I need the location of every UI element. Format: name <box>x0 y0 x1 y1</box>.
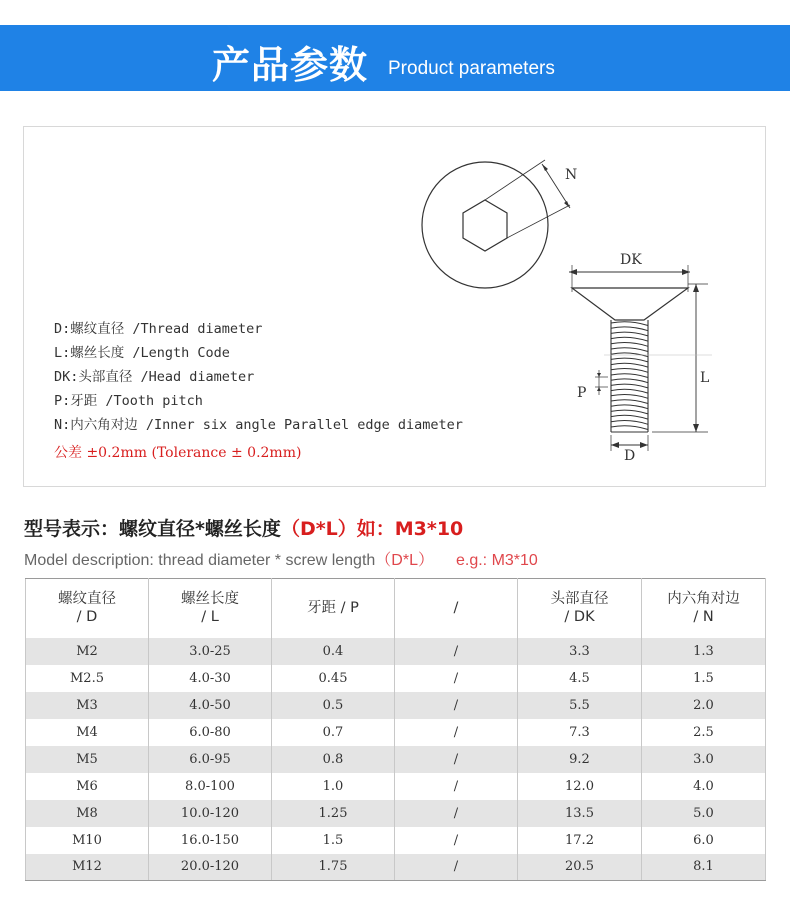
table-cell: 6.0-95 <box>149 746 272 773</box>
table-cell: 1.0 <box>272 773 395 800</box>
table-cell: 6.0 <box>642 827 766 854</box>
table-row <box>26 854 766 881</box>
legend-item-d: D:螺纹直径 /Thread diameter <box>54 321 263 337</box>
table-cell: 20.5 <box>518 854 642 881</box>
header-blank: / <box>395 579 518 638</box>
legend-item-l: L:螺丝长度 /Length Code <box>54 345 230 361</box>
table-cell: 2.0 <box>642 692 766 719</box>
table-cell: M5 <box>26 746 149 773</box>
table-row <box>26 719 766 746</box>
table-cell: M2.5 <box>26 665 149 692</box>
table-cell: 12.0 <box>518 773 642 800</box>
banner-title-cn: 产品参数 <box>212 43 369 87</box>
model-description-cn <box>24 514 463 541</box>
table-cell: 5.0 <box>642 800 766 827</box>
table-cell: 16.0-150 <box>149 827 272 854</box>
table-cell: M10 <box>26 827 149 854</box>
table-cell: 0.4 <box>272 638 395 665</box>
table-cell: 3.0-25 <box>149 638 272 665</box>
label-d: D <box>624 448 636 464</box>
table-cell: / <box>395 854 518 881</box>
tolerance-note: 公差 ±0.2mm (Tolerance ± 0.2mm) <box>54 445 302 461</box>
label-dk: DK <box>620 252 642 268</box>
table-cell: M12 <box>26 854 149 881</box>
model-en-example: e.g.: M3*10 <box>455 552 538 569</box>
table-cell: 3.0 <box>642 746 766 773</box>
table-cell: / <box>395 638 518 665</box>
table-cell: M8 <box>26 800 149 827</box>
label-p: P <box>577 385 587 401</box>
table-cell: 4.0 <box>642 773 766 800</box>
table-cell: 13.5 <box>518 800 642 827</box>
table-cell: 1.3 <box>642 638 766 665</box>
spec-table <box>25 578 766 881</box>
header-screw-length: 螺丝长度 / L <box>149 579 272 638</box>
table-cell: 8.1 <box>642 854 766 881</box>
table-cell: / <box>395 746 518 773</box>
head-top-view-circle <box>422 162 548 288</box>
table-cell: / <box>395 665 518 692</box>
table-row <box>26 800 766 827</box>
table-row <box>26 638 766 665</box>
banner-title-en: Product parameters <box>388 58 555 79</box>
legend-item-n: N:内六角对边 /Inner six angle Parallel edge diameter <box>54 417 463 433</box>
table-cell: / <box>395 800 518 827</box>
table-cell: 9.2 <box>518 746 642 773</box>
table-cell: M2 <box>26 638 149 665</box>
header-hex-flats: 内六角对边 / N <box>642 579 766 638</box>
table-cell: 1.5 <box>642 665 766 692</box>
table-cell: / <box>395 692 518 719</box>
model-cn-prefix: 型号表示：螺纹直径*螺丝长度 <box>24 518 281 540</box>
table-cell: 4.0-30 <box>149 665 272 692</box>
table-cell: 20.0-120 <box>149 854 272 881</box>
table-cell: M3 <box>26 692 149 719</box>
legend-item-dk: DK:头部直径 /Head diameter <box>54 369 255 385</box>
label-n: N <box>565 167 578 183</box>
header-banner <box>0 25 790 91</box>
table-row <box>26 773 766 800</box>
table-row <box>26 665 766 692</box>
model-description-en <box>24 547 538 570</box>
table-cell: M6 <box>26 773 149 800</box>
table-row <box>26 692 766 719</box>
model-cn-formula: （D*L）如：M3*10 <box>280 518 464 540</box>
table-cell: 0.8 <box>272 746 395 773</box>
table-cell: 6.0-80 <box>149 719 272 746</box>
table-cell: 10.0-120 <box>149 800 272 827</box>
header-thread-diameter: 螺纹直径 / D <box>26 579 149 638</box>
model-en-formula: （D*L） <box>375 552 434 569</box>
label-l: L <box>700 370 710 386</box>
table-cell: 1.75 <box>272 854 395 881</box>
table-cell: 2.5 <box>642 719 766 746</box>
table-cell: 0.5 <box>272 692 395 719</box>
table-cell: 8.0-100 <box>149 773 272 800</box>
countersunk-head <box>572 288 688 320</box>
thread-lines <box>611 322 648 430</box>
table-cell: / <box>395 827 518 854</box>
table-cell: 7.3 <box>518 719 642 746</box>
table-cell: / <box>395 719 518 746</box>
table-cell: 17.2 <box>518 827 642 854</box>
dimension-legend <box>54 317 463 465</box>
table-header-row <box>26 579 766 638</box>
hex-socket-icon <box>463 200 507 251</box>
table-cell: 1.25 <box>272 800 395 827</box>
table-row <box>26 827 766 854</box>
header-pitch: 牙距 / P <box>272 579 395 638</box>
screw-diagram-panel <box>23 126 766 487</box>
legend-item-p: P:牙距 /Tooth pitch <box>54 393 203 409</box>
header-head-diameter: 头部直径 / DK <box>518 579 642 638</box>
table-cell: 0.7 <box>272 719 395 746</box>
table-cell: 5.5 <box>518 692 642 719</box>
table-cell: 1.5 <box>272 827 395 854</box>
table-cell: 0.45 <box>272 665 395 692</box>
table-cell: 3.3 <box>518 638 642 665</box>
table-cell: M4 <box>26 719 149 746</box>
table-cell: 4.5 <box>518 665 642 692</box>
table-row <box>26 746 766 773</box>
table-cell: 4.0-50 <box>149 692 272 719</box>
model-en-prefix: Model description: thread diameter * screw length <box>24 552 376 569</box>
table-cell: / <box>395 773 518 800</box>
